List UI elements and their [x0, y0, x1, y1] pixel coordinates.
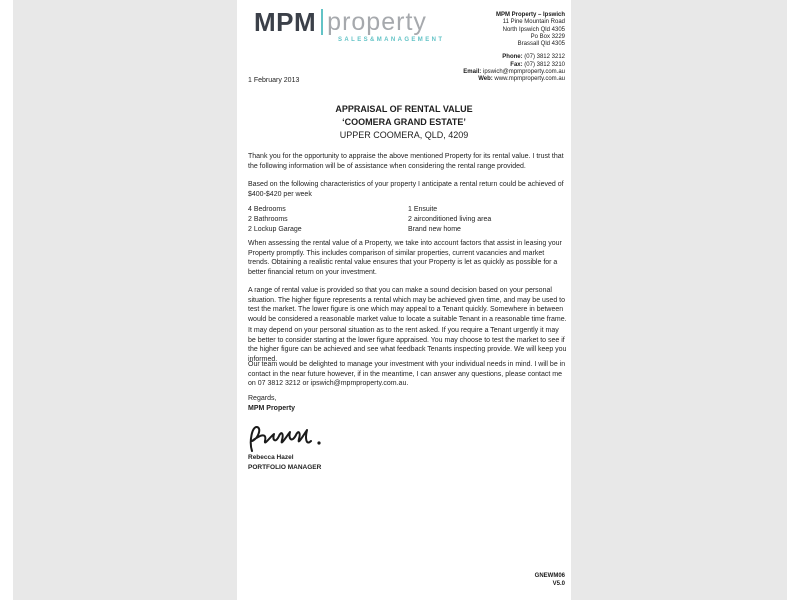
email-value: ipswich@mpmproperty.com.au: [482, 69, 565, 76]
signer-block: [248, 453, 321, 473]
title-line-1: APPRAISAL OF RENTAL VALUE: [335, 104, 473, 114]
contact-address-line: North Ipswich Qld 4305: [502, 26, 565, 33]
feature-item: Brand new home: [408, 226, 461, 233]
logo-mpm-text: MPM: [254, 7, 317, 37]
paragraph-contact: Our team would be delighted to manage your investment with your individual needs in mind. I will be in contact in the near future however, if in the meantime, I can answer any questions, please contact me on 07 3812 3212 or ipswich@mpmproperty.com.au.: [248, 361, 566, 388]
signer-name: Rebecca Hazel: [248, 454, 294, 461]
title-line-2: ‘COOMERA GRAND ESTATE’: [342, 117, 466, 127]
contact-email-row: [463, 69, 565, 76]
contact-address-line: Po Box 3229: [530, 33, 565, 40]
feature-item: 1 Ensuite: [408, 206, 438, 213]
logo-property-text: property: [327, 7, 427, 36]
signer-role: PORTFOLIO MANAGER: [248, 464, 322, 471]
logo-tagline: SALES&MANAGEMENT: [338, 37, 445, 43]
feature-item: 2 Lockup Garage: [248, 226, 302, 233]
contact-fax-row: [463, 62, 565, 69]
fax-value: (07) 3812 3210: [524, 61, 565, 68]
feature-item: 4 Bedrooms: [248, 206, 286, 213]
fax-label: Fax:: [510, 61, 523, 68]
feature-item: 2 Bathrooms: [248, 216, 288, 223]
company-logo: [254, 9, 444, 43]
web-value: www.mpmproperty.com.au: [494, 76, 565, 83]
contact-address-line: Brassall Qld 4305: [517, 41, 565, 48]
title-line-3: UPPER COOMERA, QLD, 4209: [339, 130, 469, 140]
document-code: GNEWM06: [534, 573, 565, 579]
contact-block: [463, 12, 565, 84]
contact-office-name: MPM Property – Ipswich: [495, 12, 565, 18]
contact-web-row: [463, 76, 565, 83]
paragraph-rental-return: Based on the following characteristics of your property I anticipate a rental return could be achieved of $400-$420 per week: [248, 181, 564, 198]
web-label: Web:: [478, 76, 493, 83]
property-features: [248, 205, 567, 235]
letter-date: 1 February 2013: [248, 77, 300, 84]
signoff-regards: Regards,: [248, 395, 277, 402]
paragraph-intro: Thank you for the opportunity to appraise the above mentioned Property for its rental value. I trust that the following information will be of assistance when considering the rental range provided.: [248, 153, 564, 170]
letter-title: [237, 103, 571, 142]
email-label: Email:: [463, 69, 482, 76]
paragraph-range: A range of rental value is provided so that you can make a sound decision based on your personal situation. The higher figure represents a rental which may be achieved given time, and may be used to test the market. The lower figure is one which may appeal to a Tenant quickly. Somewhere in between would be considered a reasonable market value to locate a suitable Tenant in a reasonable time frame.: [248, 287, 567, 323]
document-version: V5.0: [552, 581, 565, 587]
signoff-block: [248, 394, 295, 414]
letter-page: [237, 0, 571, 600]
contact-phone-row: [463, 54, 565, 61]
paragraph-situation: It may depend on your personal situation as to the rent asked. If you require a Tenant urgently it may be better to consider starting at the lower figure appraised. You may choose to test the market to see if the higher figure can be achieved and see what feedback Tenants inspecting provide. We will keep you informed.: [248, 327, 567, 363]
signoff-company: MPM Property: [248, 405, 296, 412]
phone-value: (07) 3812 3212: [524, 54, 565, 61]
paragraph-assessment: When assessing the rental value of a Property, we take into account factors that assist in leasing your Property promptly. This includes comparison of similar properties, current vacancies and market trends. Obtaining a realistic rental value ensures that your Property is let as quickly as possible for a better financial return on your investment.: [248, 240, 562, 276]
document-code-block: [535, 572, 565, 588]
phone-label: Phone:: [502, 54, 523, 61]
feature-item: 2 airconditioned living area: [408, 216, 492, 223]
contact-address-line: 11 Pine Mountain Road: [502, 19, 565, 26]
logo-divider-bar: [321, 9, 323, 35]
